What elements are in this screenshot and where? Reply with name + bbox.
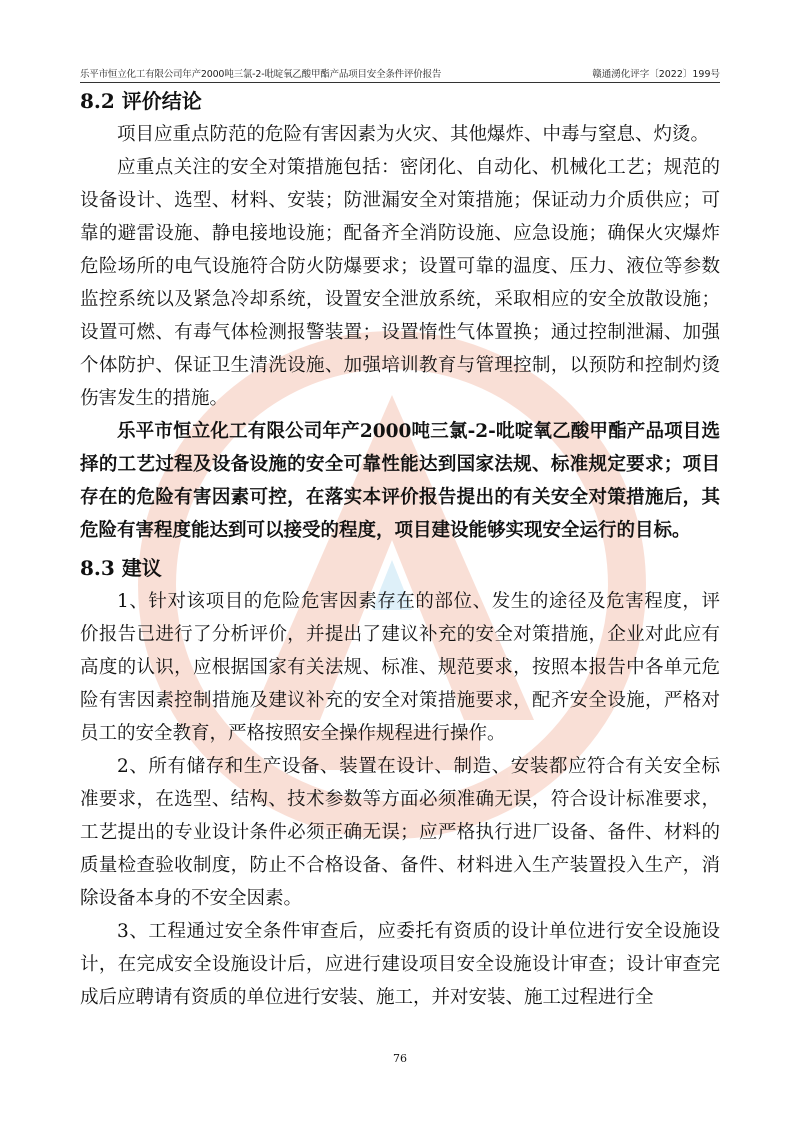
header-report-number: 赣通湧化评字〔2022〕199号 <box>592 69 720 80</box>
paragraph-suggestion-3: 3、工程通过安全条件审查后，应委托有资质的设计单位进行安全设施设计，在完成安全设施设计后，应进行建设项目安全设施设计审查；设计审查完成后应聘请有资质的单位进行安装、施工，并对安装、施工过程进行全 <box>80 921 720 1008</box>
section-heading-8-2: 8.2 评价结论 <box>80 89 202 113</box>
page-body <box>80 86 720 1014</box>
page-number: 76 <box>393 1052 407 1065</box>
section-heading-8-3: 8.3 建议 <box>80 556 162 580</box>
paragraph-suggestion-1: 1、针对该项目的危险危害因素存在的部位、发生的途径及危害程度，评价报告已进行了分析评价，并提出了建议补充的安全对策措施，企业对此应有高度的认识，应根据国家有关法规、标准、规范要求，按照本报告中各单元危险有害因素控制措施及建议补充的安全对策措施要求，配齐安全设施，严格对员工的安全教育，严格按照安全操作规程进行操作。 <box>80 591 720 744</box>
paragraph-hazard-factors: 项目应重点防范的危险有害因素为火灾、其他爆炸、中毒与窒息、灼烫。 <box>117 124 710 145</box>
paragraph-safety-measures: 应重点关注的安全对策措施包括：密闭化、自动化、机械化工艺；规范的设备设计、选型、材料、安装；防泄漏安全对策措施；保证动力介质供应；可靠的避雷设施、静电接地设施；配备齐全消防设施、应急设施；确保火灾爆炸危险场所的电气设施符合防火防爆要求；设置可靠的温度、压力、液位等参数监控系统以及紧急冷却系统，设置安全泄放系统，采取相应的安全放散设施；设置可燃、有毒气体检测报警装置；设置惰性气体置换；通过控制泄漏、加强个体防护、保证卫生清洗设施、加强培训教育与管理控制，以预防和控制灼烫伤害发生的措施。 <box>80 157 720 409</box>
running-header <box>80 62 720 83</box>
paragraph-suggestion-2: 2、所有储存和生产设备、装置在设计、制造、安装都应符合有关安全标准要求，在选型、结构、技术参数等方面必须准确无误，符合设计标准要求，工艺提出的专业设计条件必须正确无误；应严格执行进厂设备、备件、材料的质量检查验收制度，防止不合格设备、备件、材料进入生产装置投入生产，消除设备本身的不安全因素。 <box>80 756 720 909</box>
header-report-title: 乐平市恒立化工有限公司年产2000吨三氯-2-吡啶氧乙酸甲酯产品项目安全条件评价报告 <box>80 69 442 80</box>
paragraph-conclusion: 乐平市恒立化工有限公司年产2000吨三氯-2-吡啶氧乙酸甲酯产品项目选择的工艺过程及设备设施的安全可靠性能达到国家法规、标准规定要求；项目存在的危险有害因素可控，在落实本评价报告提出的有关安全对策措施后，其危险有害程度能达到可以接受的程度，项目建设能够实现安全运行的目标。 <box>80 421 720 541</box>
